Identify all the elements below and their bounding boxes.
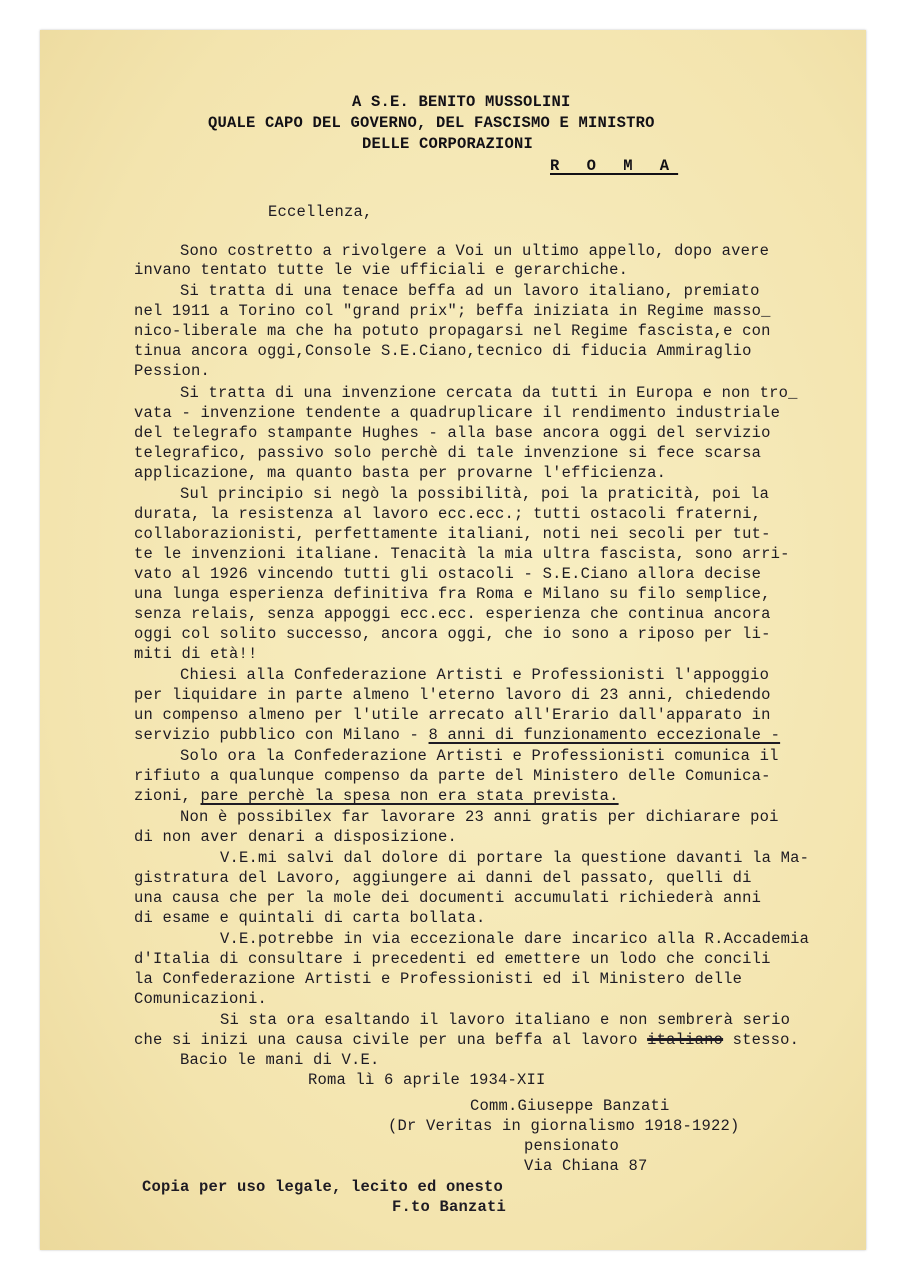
body-text: stesso. (723, 1031, 800, 1049)
date-line: Roma lì 6 aprile 1934-XII (308, 1071, 546, 1089)
underlined-phrase: pare perchè la spesa non era stata prevista. (200, 787, 619, 805)
body-line: una causa che per la mole dei documenti accumulati richiederà anni (134, 889, 762, 907)
body-line: rifiuto a qualunque compenso da parte del Ministero delle Comunica- (134, 767, 771, 785)
header-city: R O M A (550, 157, 679, 175)
body-text: zioni, (134, 787, 201, 805)
salutation: Eccellenza, (268, 203, 373, 221)
body-line: una lunga esperienza definitiva fra Roma e Milano su filo semplice, (134, 585, 771, 603)
body-line: Non è possibilex far lavorare 23 anni gratis per dichiarare poi (180, 808, 779, 826)
body-line: Solo ora la Confederazione Artisti e Professionisti comunica il (180, 747, 779, 765)
body-line: vato al 1926 vincendo tutti gli ostacoli - S.E.Ciano allora decise (134, 565, 762, 583)
body-line: nel 1911 a Torino col "grand prix"; beffa iniziata in Regime masso_ (134, 302, 771, 320)
body-line: d'Italia di consultare i precedenti ed emettere un lodo che concili (134, 950, 771, 968)
body-line: V.E.mi salvi dal dolore di portare la questione davanti la Ma- (220, 849, 810, 867)
body-line: nico-liberale ma che ha potuto propagarsi nel Regime fascista,e con (134, 322, 771, 340)
body-line: oggi col solito successo, ancora oggi, che io sono a riposo per li- (134, 625, 771, 643)
body-line: Comunicazioni. (134, 990, 268, 1008)
body-line: miti di età!! (134, 645, 258, 663)
body-line: Si tratta di una tenace beffa ad un lavoro italiano, premiato (180, 282, 760, 300)
struck-word: italiano (647, 1031, 724, 1049)
body-line: Sono costretto a rivolgere a Voi un ultimo appello, dopo avere (180, 242, 770, 260)
signature-status: pensionato (524, 1137, 620, 1155)
header-title: QUALE CAPO DEL GOVERNO, DEL FASCISMO E MINISTRO (208, 114, 655, 132)
body-line: V.E.potrebbe in via eccezionale dare incarico alla R.Accademia (220, 930, 810, 948)
body-line: collaborazionisti, perfettamente italiani, noti nei secoli per tut- (134, 525, 771, 543)
body-line: gistratura del Lavoro, aggiungere ai danni del passato, quelli di (134, 869, 752, 887)
body-line: invano tentato tutte le vie ufficiali e gerarchiche. (134, 261, 629, 279)
body-line: un compenso almeno per l'utile arrecato all'Erario dall'apparato in (134, 706, 771, 724)
copy-note: Copia per uso legale, lecito ed onesto (142, 1178, 504, 1196)
body-line: Pession. (134, 362, 211, 380)
closing-line: Bacio le mani di V.E. (180, 1051, 380, 1069)
body-text: che si inizi una causa civile per una beffa al lavoro (134, 1031, 648, 1049)
header-addressee: A S.E. BENITO MUSSOLINI (352, 93, 571, 111)
body-line: per liquidare in parte almeno l'eterno lavoro di 23 anni, chiedendo (134, 686, 771, 704)
underlined-phrase: 8 anni di funzionamento eccezionale - (428, 726, 781, 744)
signature-address: Via Chiana 87 (524, 1157, 648, 1175)
body-line: applicazione, ma quanto basta per provarne l'efficienza. (134, 464, 667, 482)
body-line: la Confederazione Artisti e Professionisti ed il Ministero delle (134, 970, 743, 988)
body-line: durata, la resistenza al lavoro ecc.ecc.; tutti ostacoli fraterni, (134, 505, 762, 523)
body-line: telegrafico, passivo solo perchè di tale invenzione si fece scarsa (134, 444, 762, 462)
signature-name: Comm.Giuseppe Banzati (470, 1097, 670, 1115)
body-line-underlined (134, 786, 619, 806)
body-line: senza relais, senza appoggi ecc.ecc. esperienza che continua ancora (134, 605, 771, 623)
body-line: di non aver denari a disposizione. (134, 828, 458, 846)
body-line: Chiesi alla Confederazione Artisti e Professionisti l'appoggio (180, 666, 770, 684)
body-line-underlined (134, 725, 780, 745)
body-line: tinua ancora oggi,Console S.E.Ciano,tecnico di fiducia Ammiraglio (134, 342, 752, 360)
body-line: te le invenzioni italiane. Tenacità la mia ultra fascista, sono arri- (134, 545, 790, 563)
copy-signature: F.to Banzati (392, 1198, 507, 1216)
body-text: servizio pubblico con Milano - (134, 726, 429, 744)
letter-sheet (40, 30, 866, 1250)
body-line: vata - invenzione tendente a quadruplicare il rendimento industriale (134, 404, 781, 422)
body-line-strikethrough (134, 1030, 799, 1050)
header-ministry: DELLE CORPORAZIONI (362, 135, 534, 153)
signature-title: (Dr Veritas in giornalismo 1918-1922) (388, 1117, 740, 1135)
body-line: Sul principio si negò la possibilità, poi la praticità, poi la (180, 485, 770, 503)
body-line: di esame e quintali di carta bollata. (134, 909, 486, 927)
body-line: Si tratta di una invenzione cercata da tutti in Europa e non tro_ (180, 384, 798, 402)
body-line: Si sta ora esaltando il lavoro italiano e non sembrerà serio (220, 1011, 791, 1029)
body-line: del telegrafo stampante Hughes - alla base ancora oggi del servizio (134, 424, 771, 442)
